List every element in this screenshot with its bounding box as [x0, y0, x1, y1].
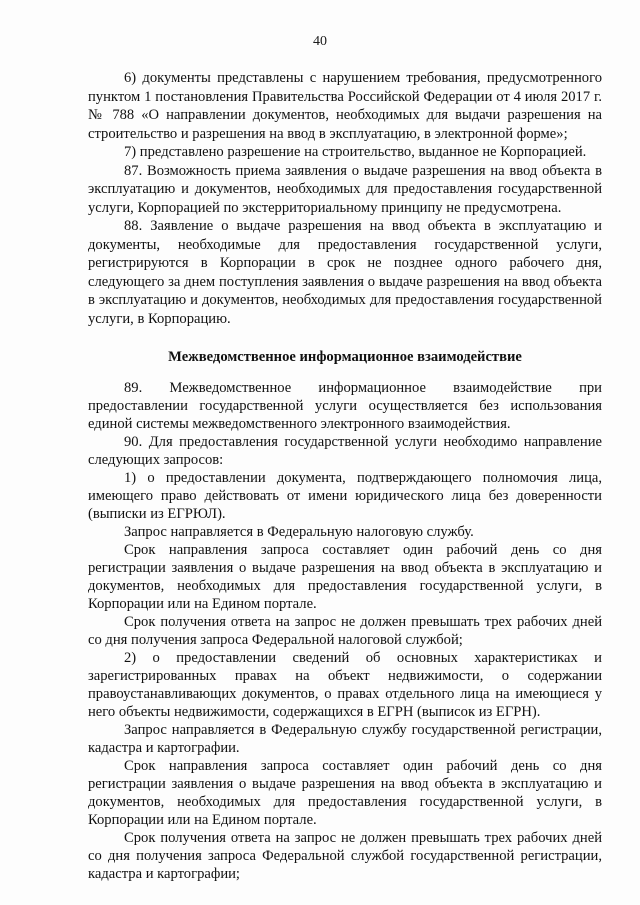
document-body — [88, 69, 602, 883]
paragraph-item-1: 1) о предоставлении документа, подтверждающего полномочия лица, имеющего право действовать от имени юридического лица без доверенности (выписки из ЕГРЮЛ). — [88, 469, 602, 522]
paragraph-rosreestr-request: Запрос направляется в Федеральную службу государственной регистрации, кадастра и картографии. — [88, 721, 602, 756]
paragraph-item-2: 2) о предоставлении сведений об основных характеристиках и зарегистрированных правах на объект недвижимости, о содержании правоустанавливающих документов, о правах отдельного лица на имеющиеся у него объекты недвижимости, содержащихся в ЕГРН (выписок из ЕГРН). — [88, 649, 602, 720]
paragraph-88: 88. Заявление о выдаче разрешения на ввод объекта в эксплуатацию и документы, необходимые для предоставления государственной услуги, регистрируются в Корпорации в срок не позднее одного рабочего дня, следующего за днем поступления заявления о выдаче разрешения на ввод объекта в эксплуатацию и документов, необходимых для предоставления государственной услуги, в Корпорацию. — [88, 218, 602, 327]
page-number: 40 — [313, 34, 327, 49]
paragraph-rosreestr-send-term: Срок направления запроса составляет один рабочий день со дня регистрации заявления о выдаче разрешения на ввод объекта в эксплуатацию и документов, необходимых для предоставления государственной услуги, в Корпорации или на Едином портале. — [88, 757, 602, 828]
paragraph-rosreestr-answer-term: Срок получения ответа на запрос не должен превышать трех рабочих дней со дня получения запроса Федеральной службой государственной регистрации, кадастра и картографии; — [88, 829, 602, 882]
paragraph-fns-send-term: Срок направления запроса составляет один рабочий день со дня регистрации заявления о выдаче разрешения на ввод объекта в эксплуатацию и документов, необходимых для предоставления государственной услуги, в Корпорации или на Едином портале. — [88, 541, 602, 612]
paragraph-item-6: 6) документы представлены с нарушением требования, предусмотренного пунктом 1 постановления Правительства Российской Федерации от 4 июля 2017 г. № 788 «О направлении документов, необходимых для выдачи разрешения на строительство и разрешения на ввод в эксплуатацию, в электронной форме»; — [88, 70, 602, 142]
paragraph-item-7: 7) представлено разрешение на строительство, выданное не Корпорацией. — [124, 144, 587, 160]
section-heading: Межведомственное информационное взаимодействие — [168, 349, 522, 365]
paragraph-89: 89. Межведомственное информационное взаимодействие при предоставлении государственной услуги осуществляется без использования единой системы межведомственного электронного взаимодействия. — [88, 379, 602, 432]
paragraph-fns-answer-term: Срок получения ответа на запрос не должен превышать трех рабочих дней со дня получения запроса Федеральной налоговой службой; — [88, 613, 602, 648]
paragraph-90: 90. Для предоставления государственной услуги необходимо направление следующих запросов: — [88, 433, 602, 468]
paragraph-fns-request: Запрос направляется в Федеральную налоговую службу. — [124, 523, 474, 540]
paragraph-87: 87. Возможность приема заявления о выдаче разрешения на ввод объекта в эксплуатацию и документов, необходимых для предоставления государственной услуги, Корпорацией по экстерриториальному принципу не предусмотрена. — [88, 162, 602, 216]
